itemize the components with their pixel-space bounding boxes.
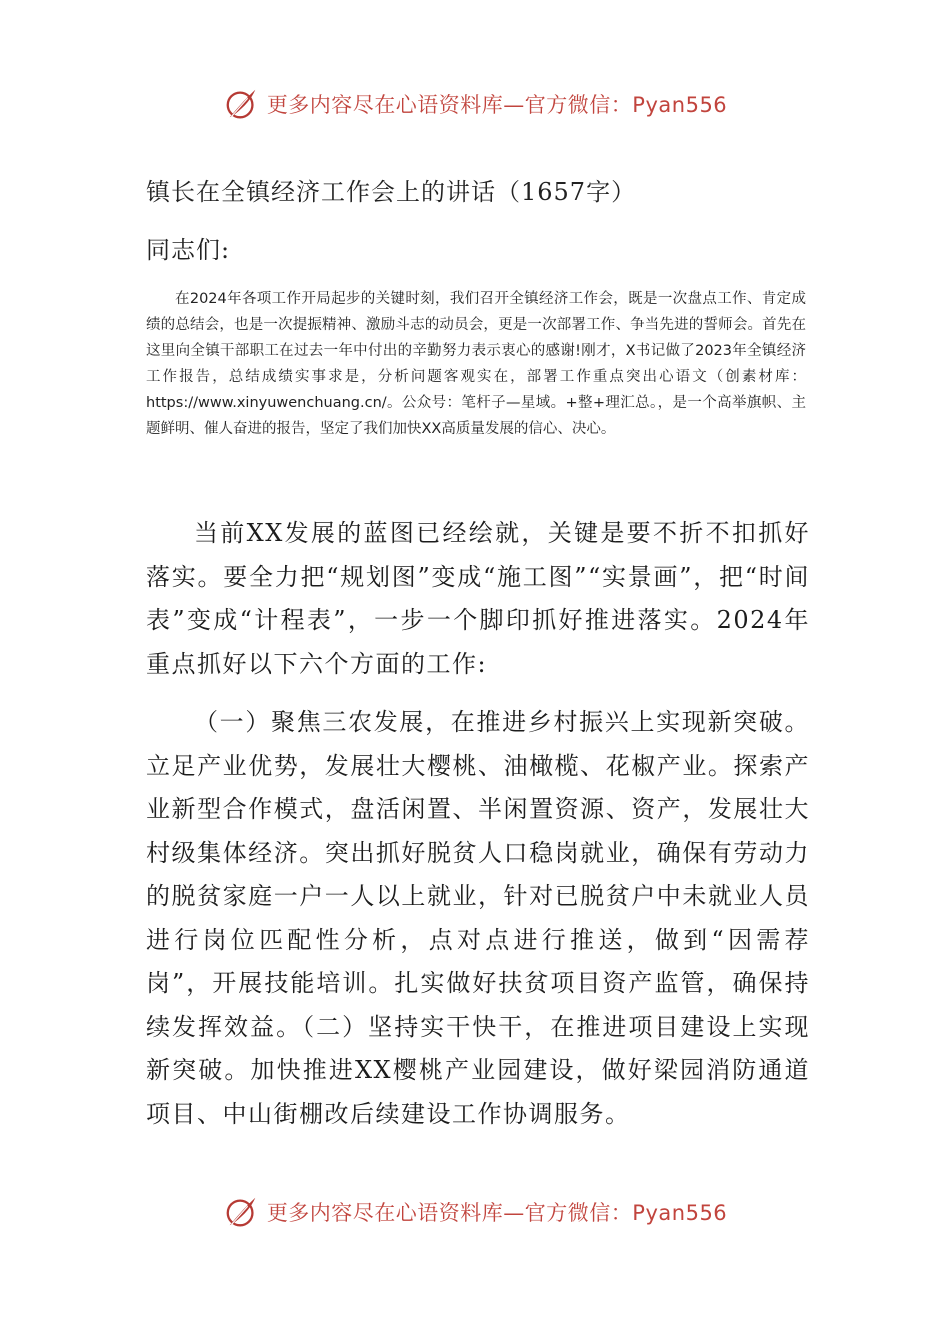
paragraph-intro: 在2024年各项工作开局起步的关键时刻，我们召开全镇经济工作会，既是一次盘点工作、肯定成绩的总结会，也是一次提振精神、激励斗志的动员会，更是一次部署工作、争当先进的誓师会。首先在这里向全镇干部职工在过去一年中付出的辛勤努力表示衷心的感谢!刚才，X书记做了2023年全镇经济工作报告，总结成绩实事求是，分析问题客观实在，部署工作重点突出心语文（创素材库：https://www.xinyuwenchuang.cn/。公众号：笔杆子—星域。+整+理汇总。，是一个高举旗帜、主题鲜明、催人奋进的报告，坚定了我们加快XX高质量发展的信心、决心。	[146, 291, 806, 437]
footer-watermark-banner	[0, 1192, 950, 1232]
watermark-text: 更多内容尽在心语资料库—官方微信：Pyan556	[266, 1201, 728, 1225]
quill-pen-icon	[223, 1193, 261, 1231]
header-watermark-banner	[0, 84, 950, 124]
paragraph-overview: 当前XX发展的蓝图已经绘就，关键是要不折不扣抓好落实。要全力把“规划图”变成“施工图”“实景画”，把“时间表”变成“计程表”，一步一个脚印抓好推进落实。2024年重点抓好以下六个方面的工作:	[146, 519, 810, 678]
paragraph-task-one: （一）聚焦三农发展，在推进乡村振兴上实现新突破。立足产业优势，发展壮大樱桃、油橄榄、花椒产业。探索产业新型合作模式，盘活闲置、半闲置资源、资产，发展壮大村级集体经济。突出抓好脱贫人口稳岗就业，确保有劳动力的脱贫家庭一户一人以上就业，针对已脱贫户中未就业人员进行岗位匹配性分析，点对点进行推送，做到“因需荐岗”，开展技能培训。扎实做好扶贫项目资产监管，确保持续发挥效益。（二）坚持实干快干，在推进项目建设上实现新突破。加快推进XX樱桃产业园建设，做好梁园消防通道项目、中山街棚改后续建设工作协调服务。	[146, 708, 810, 1128]
salutation: 同志们:	[146, 236, 231, 264]
watermark-text: 更多内容尽在心语资料库—官方微信：Pyan556	[266, 93, 728, 117]
quill-pen-icon	[223, 85, 261, 123]
document-title: 镇长在全镇经济工作会上的讲话（1657字）	[146, 178, 637, 206]
